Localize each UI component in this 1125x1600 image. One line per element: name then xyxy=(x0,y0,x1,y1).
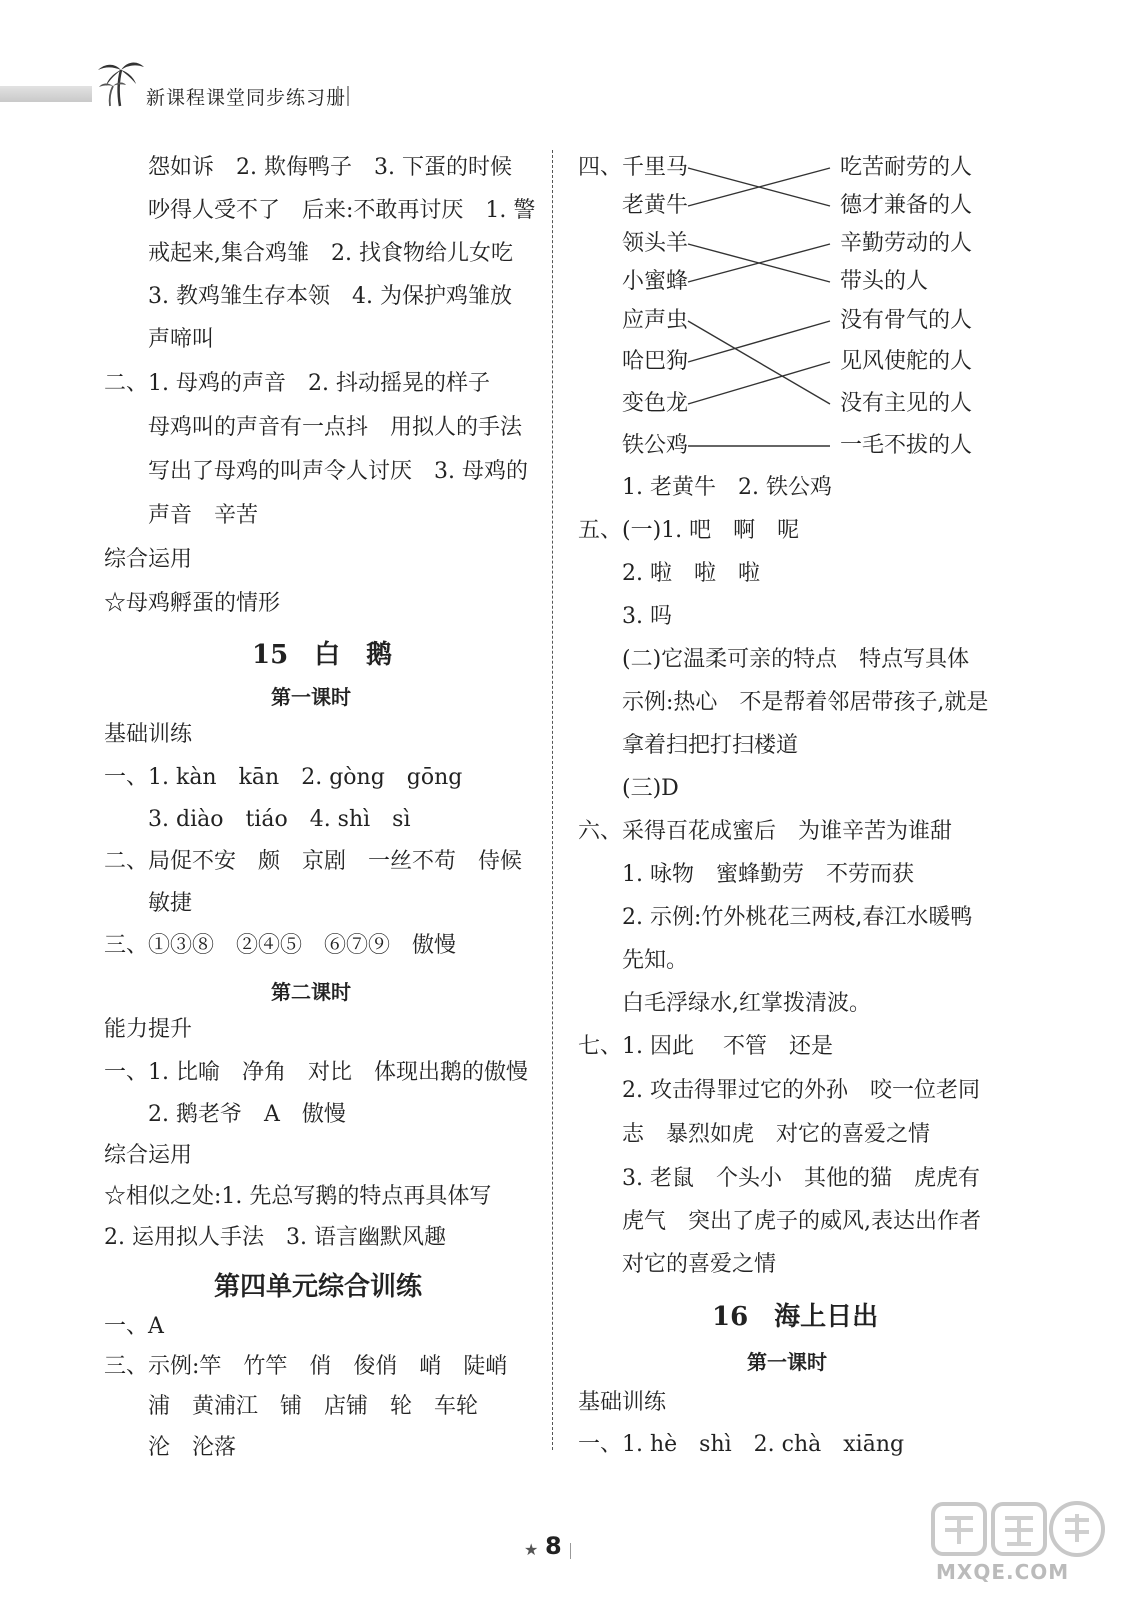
page-number: 8 xyxy=(545,1532,562,1560)
answer-line: 2. 攻击得罪过它的外孙 咬一位老同 xyxy=(622,1078,980,1103)
answer-line: 1. 咏物 蜜蜂勤劳 不劳而获 xyxy=(622,862,914,887)
answer-line: 吵得人受不了 后来:不敢再讨厌 1. 警 xyxy=(148,198,536,223)
answer-line: 3. diào tiáo 4. shì sì xyxy=(148,807,411,832)
answer-line: 3. 老鼠 个头小 其他的猫 虎虎有 xyxy=(622,1166,980,1191)
match-right-item: 德才兼备的人 xyxy=(840,193,973,218)
answer-line: 怨如诉 2. 欺侮鸭子 3. 下蛋的时候 xyxy=(148,155,512,180)
match-right-item: 吃苦耐劳的人 xyxy=(840,155,973,180)
answer-line: 写出了母鸡的叫声令人讨厌 3. 母鸡的 xyxy=(148,459,528,484)
answer-line: 三、①③⑧ ②④⑤ ⑥⑦⑨ 傲慢 xyxy=(104,933,457,958)
match-right-item: 没有骨气的人 xyxy=(840,308,973,333)
match-left-item: 变色龙 xyxy=(622,391,689,416)
answer-line: (三)D xyxy=(622,776,679,801)
period-title: 第二课时 xyxy=(271,980,351,1004)
section-label: 综合运用 xyxy=(104,1143,193,1168)
answer-line: 六、采得百花成蜜后 为谁辛苦为谁甜 xyxy=(578,819,953,844)
answer-line: 浦 黄浦江 铺 店铺 轮 车轮 xyxy=(148,1394,479,1419)
period-title: 第一课时 xyxy=(747,1350,827,1374)
section-label: 能力提升 xyxy=(104,1017,193,1042)
match-left-item: 哈巴狗 xyxy=(622,349,689,374)
answer-line: 母鸡叫的声音有一点抖 用拟人的手法 xyxy=(148,415,523,440)
header-title: 新课程课堂同步练习册 xyxy=(146,87,347,109)
answer-line: 3. 教鸡雏生存本领 4. 为保护鸡雏放 xyxy=(148,284,512,309)
match-left-item: 应声虫 xyxy=(622,308,689,333)
answer-line: 声音 辛苦 xyxy=(148,503,259,528)
match-left-item: 铁公鸡 xyxy=(622,433,689,458)
answer-line: (二)它温柔可亲的特点 特点写具体 xyxy=(622,647,970,672)
answer-line: 一、1. kàn kān 2. gòng gōng xyxy=(104,765,463,790)
section-label: 综合运用 xyxy=(104,547,193,572)
answer-line: 先知。 xyxy=(622,948,689,973)
period-title: 第一课时 xyxy=(271,685,351,709)
match-left-item: 领头羊 xyxy=(622,231,689,256)
match-right-item: 一毛不拔的人 xyxy=(840,433,973,458)
answer-line: 白毛浮绿水,红掌拨清波。 xyxy=(622,991,871,1016)
answer-line: 五、(一)1. 吧 啊 呢 xyxy=(578,518,800,543)
answer-line: 一、1. hè shì 2. chà xiāng xyxy=(578,1432,905,1457)
match-right-item: 没有主见的人 xyxy=(840,391,973,416)
answer-line: 沦 沦落 xyxy=(148,1435,237,1460)
lesson-title: 15 白 鹅 xyxy=(252,640,393,670)
answer-line: 2. 啦 啦 啦 xyxy=(622,561,760,586)
answer-line: 一、A xyxy=(104,1314,164,1339)
answer-line: 3. 吗 xyxy=(622,604,672,629)
answer-line: 三、示例:竿 竹竿 俏 俊俏 峭 陡峭 xyxy=(104,1354,508,1379)
answer-line: 1. 老黄牛 2. 铁公鸡 xyxy=(622,475,832,500)
answer-line: ☆相似之处:1. 先总写鹅的特点再具体写 xyxy=(104,1184,492,1209)
match-right-item: 带头的人 xyxy=(840,269,929,294)
header-decoration-bar xyxy=(0,86,92,102)
answer-line: ☆母鸡孵蛋的情形 xyxy=(104,591,281,616)
watermark-text: MXQE.COM xyxy=(936,1560,1070,1584)
answer-line: 敏捷 xyxy=(148,891,193,916)
answer-line: 2. 运用拟人手法 3. 语言幽默风趣 xyxy=(104,1225,446,1250)
star-icon: ★ xyxy=(524,1540,539,1559)
match-left-item: 小蜜蜂 xyxy=(622,269,689,294)
matching-lines xyxy=(680,150,850,460)
answer-line: 2. 示例:竹外桃花三两枝,春江水暖鸭 xyxy=(622,905,973,930)
answer-line: 二、1. 母鸡的声音 2. 抖动摇晃的样子 xyxy=(104,371,490,396)
answer-line: 一、1. 比喻 净角 对比 体现出鹅的傲慢 xyxy=(104,1060,528,1085)
answer-line: 示例:热心 不是帮着邻居带孩子,就是 xyxy=(622,690,989,715)
answer-line: 志 暴烈如虎 对它的喜爱之情 xyxy=(622,1122,931,1147)
unit-title: 第四单元综合训练 xyxy=(214,1272,423,1302)
match-line xyxy=(688,362,830,404)
column-divider xyxy=(552,150,553,1450)
match-left-item: 老黄牛 xyxy=(622,193,689,218)
match-line xyxy=(688,321,830,362)
match-left-item: 四、千里马 xyxy=(578,155,689,180)
section-label: 基础训练 xyxy=(578,1390,667,1415)
answer-line: 二、局促不安 颇 京剧 一丝不苟 侍候 xyxy=(104,849,523,874)
section-label: 基础训练 xyxy=(104,722,193,747)
match-right-item: 辛勤劳动的人 xyxy=(840,231,973,256)
lesson-title: 16 海上日出 xyxy=(712,1302,879,1332)
answer-line: 对它的喜爱之情 xyxy=(622,1252,777,1277)
answer-line: 2. 鹅老爷 A 傲慢 xyxy=(148,1102,346,1127)
answer-line: 七、1. 因此 不管 还是 xyxy=(578,1034,833,1059)
answer-line: 声啼叫 xyxy=(148,327,215,352)
footer-divider xyxy=(570,1543,571,1559)
answer-line: 拿着扫把打扫楼道 xyxy=(622,733,799,758)
answer-line: 戒起来,集合鸡雏 2. 找食物给儿女吃 xyxy=(148,241,513,266)
match-right-item: 见风使舵的人 xyxy=(840,349,973,374)
palm-tree-icon xyxy=(96,56,146,108)
header-bars xyxy=(337,86,349,106)
answer-line: 虎气 突出了虎子的威风,表达出作者 xyxy=(622,1209,981,1234)
match-line xyxy=(688,321,830,404)
